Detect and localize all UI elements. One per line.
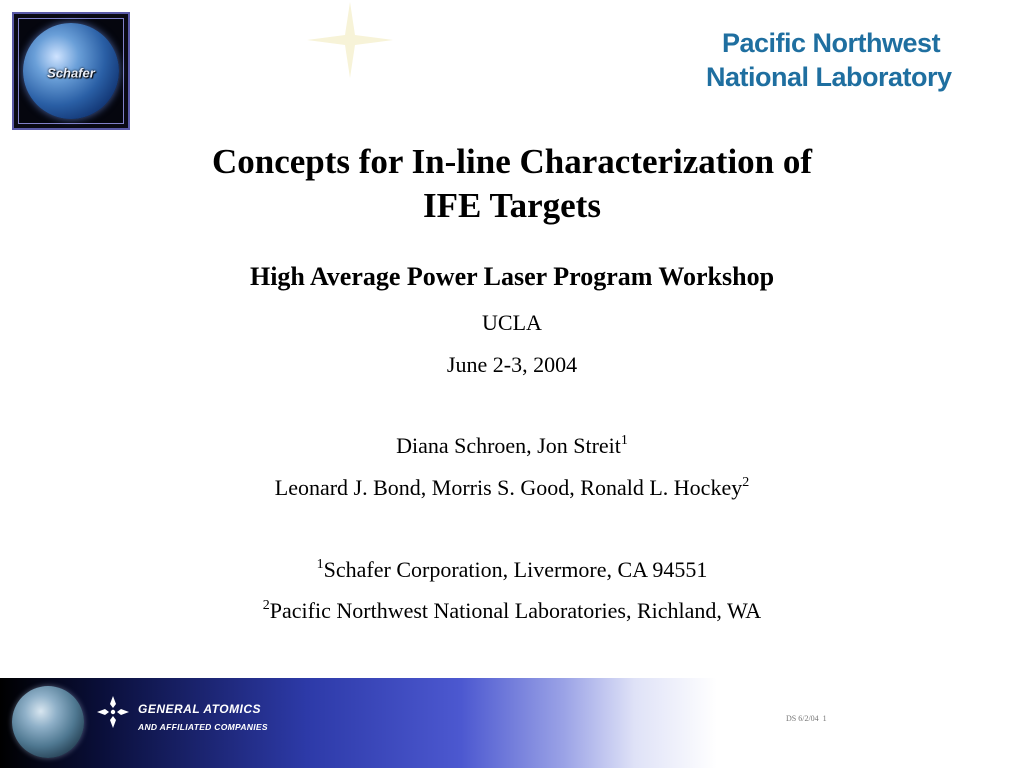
- authors-line2: [60, 475, 964, 501]
- schafer-logo: [12, 12, 130, 130]
- affiliation-1-text: Schafer Corporation, Livermore, CA 94551: [323, 557, 708, 582]
- event-venue: UCLA: [482, 310, 542, 335]
- affiliation-2-sup: 2: [262, 598, 270, 613]
- slide-page-number: 1: [822, 714, 827, 723]
- footer-banner: [0, 678, 1024, 768]
- schafer-logo-text: Schafer: [47, 65, 95, 81]
- authors-line1-text: Diana Schroen, Jon Streit: [396, 433, 621, 458]
- general-atomics-logo-icon: [96, 695, 130, 729]
- footer-company-name: GENERAL ATOMICS: [138, 702, 262, 716]
- footer-company-sub: AND AFFILIATED COMPANIES: [138, 722, 268, 732]
- affiliation-1: [60, 557, 964, 583]
- authors-line2-sup: 2: [742, 475, 750, 490]
- sparkle-icon: [305, 0, 395, 80]
- pnnl-logo-line2: National Laboratory: [706, 62, 952, 92]
- affiliation-2-text: Pacific Northwest National Laboratories, Richland, WA: [269, 598, 762, 623]
- affiliation-1-sup: 1: [316, 557, 324, 572]
- pnnl-logo: [706, 26, 996, 94]
- authors-line2-text: Leonard J. Bond, Morris S. Good, Ronald L. Hockey: [274, 475, 743, 500]
- slide-footer-id: [786, 714, 827, 723]
- pnnl-logo-line1: Pacific Northwest: [722, 28, 941, 58]
- event-date: June 2-3, 2004: [446, 352, 578, 377]
- authors-line1-sup: 1: [620, 433, 628, 448]
- footer-globe-icon: [12, 686, 84, 758]
- slide-title-line2: IFE Targets: [423, 186, 601, 225]
- affiliation-2: [60, 598, 964, 624]
- slide-id: DS 6/2/04: [786, 714, 819, 723]
- globe-icon: [23, 23, 119, 119]
- authors-line1: [60, 433, 964, 459]
- slide-title-line1: Concepts for In-line Characterization of: [211, 142, 813, 181]
- slide-title: [100, 140, 924, 228]
- schafer-logo-frame: [18, 18, 124, 124]
- event-name: High Average Power Laser Program Workshop: [249, 262, 775, 291]
